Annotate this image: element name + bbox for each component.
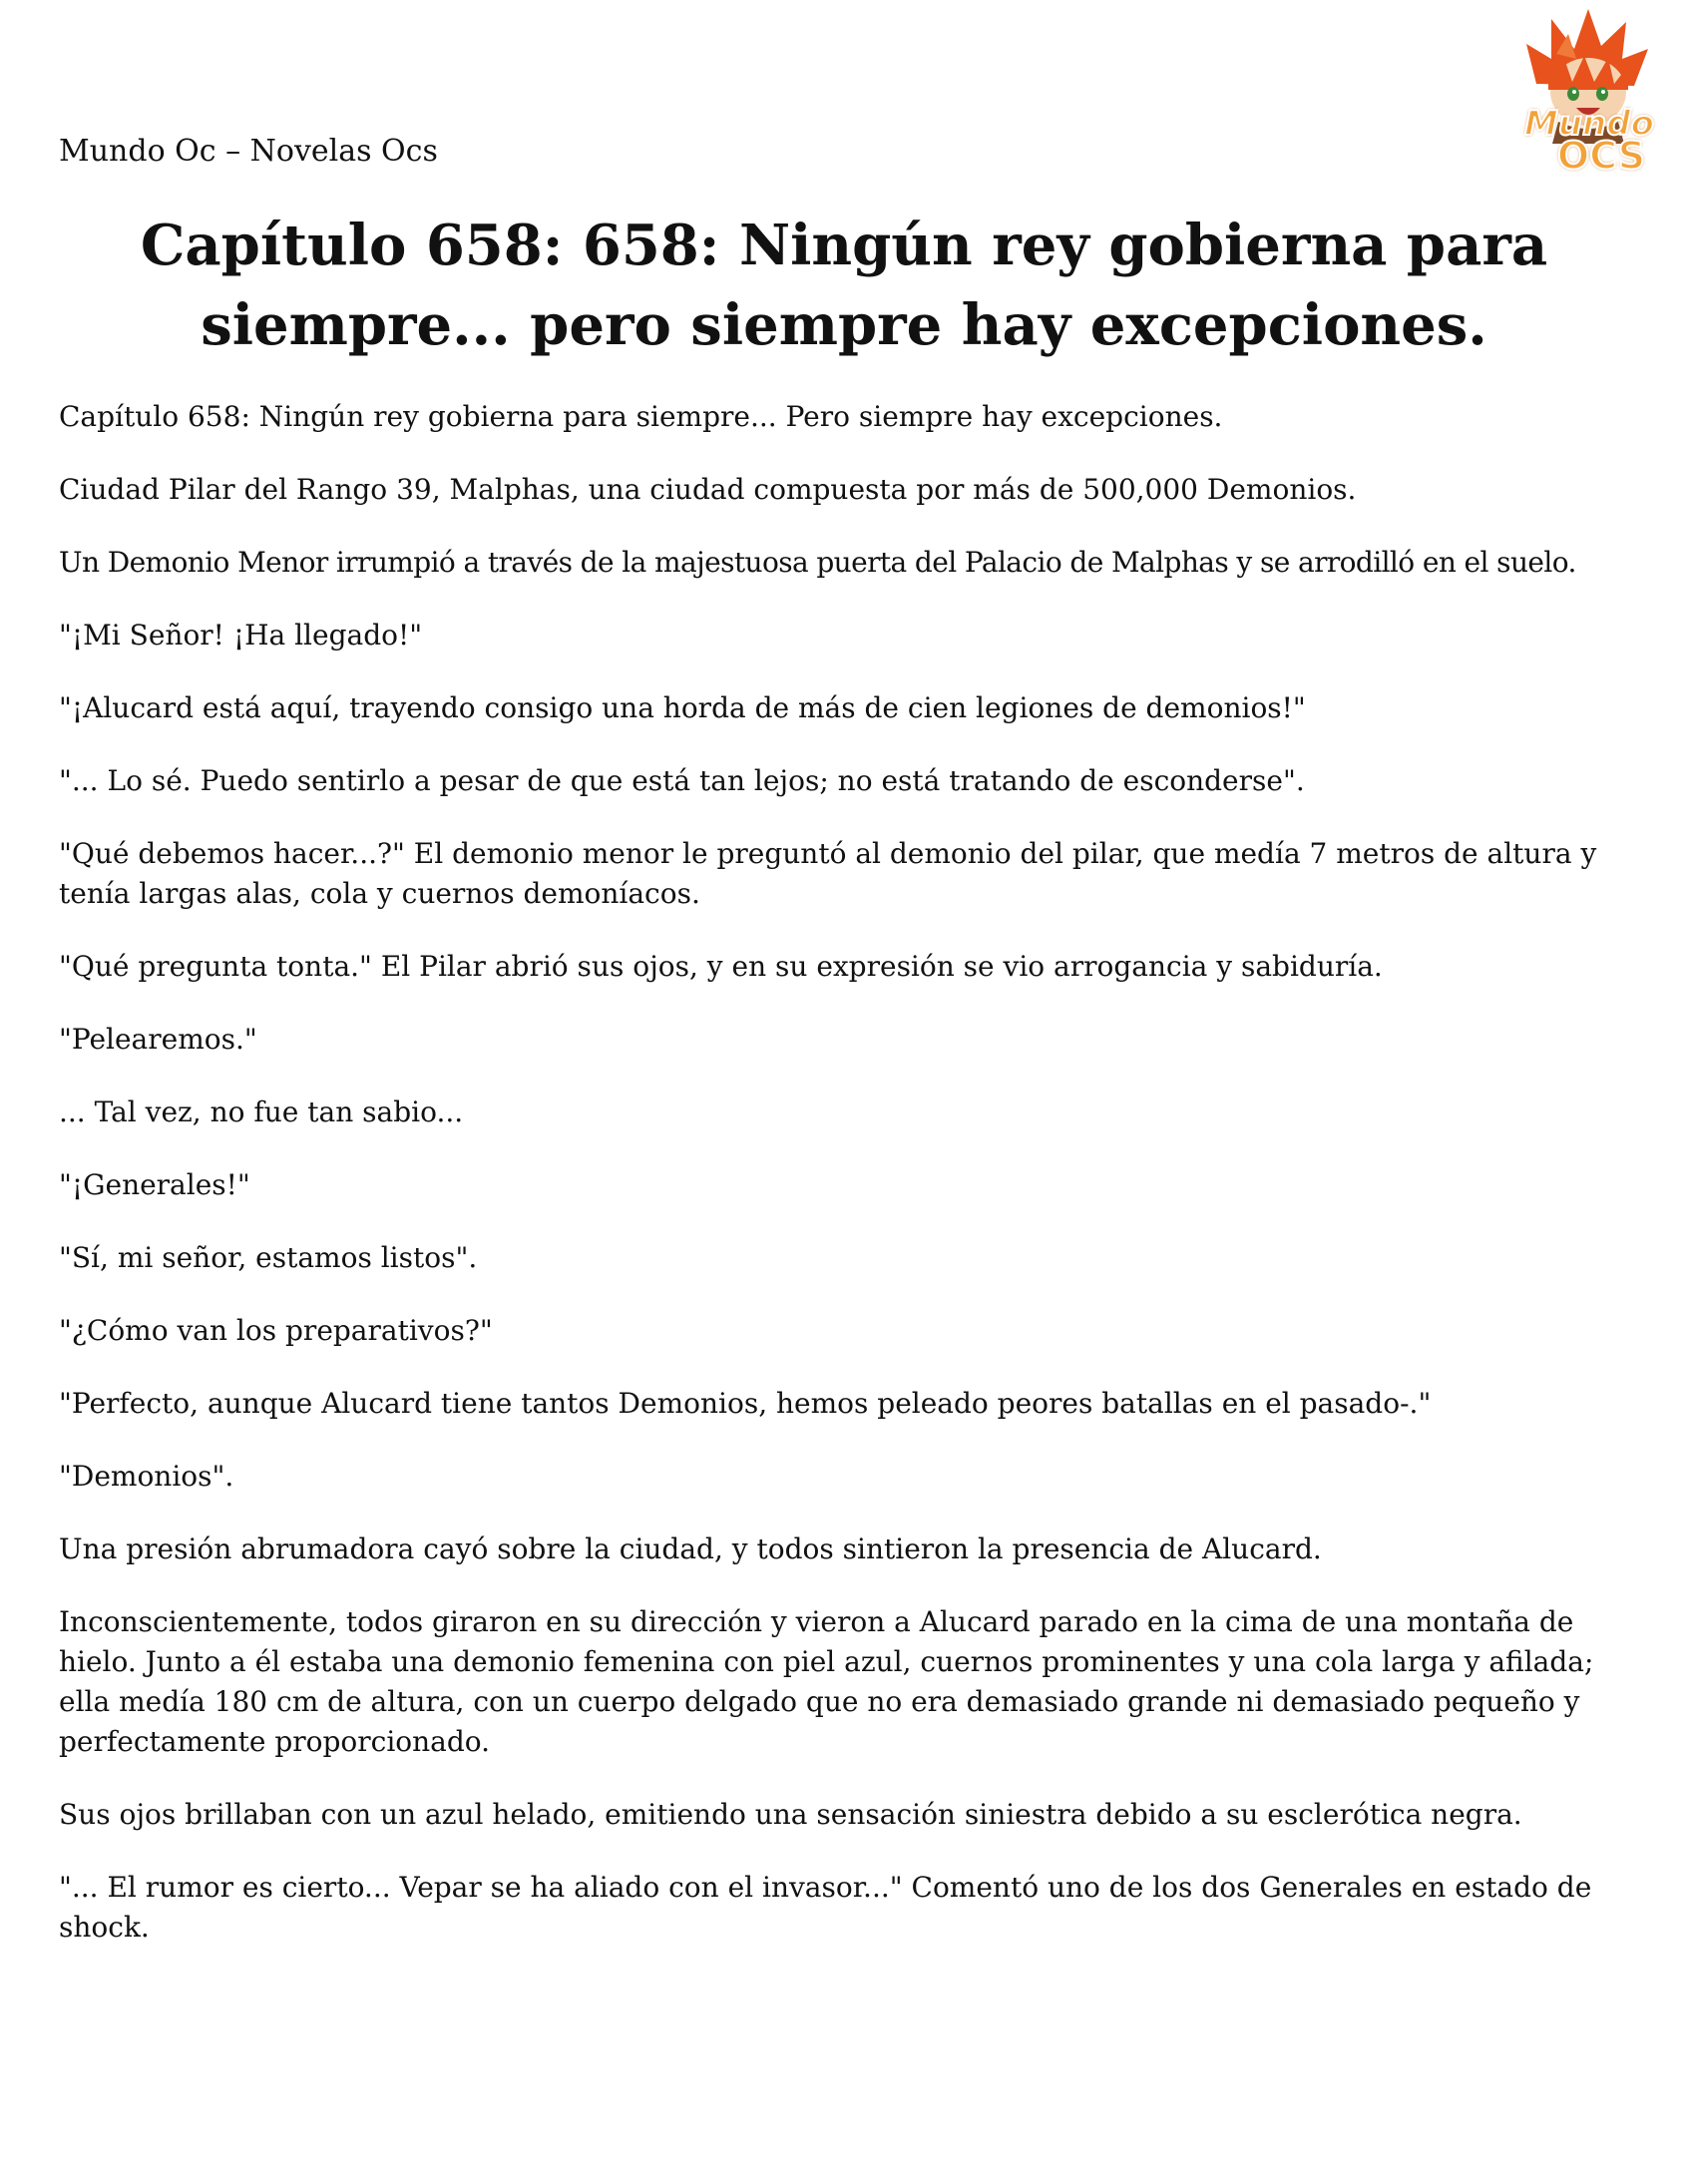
paragraph: "... Lo sé. Puedo sentirlo a pesar de que está tan lejos; no está tratando de esconderse".	[59, 764, 1305, 797]
paragraph: "Qué pregunta tonta." El Pilar abrió sus ojos, y en su expresión se vio arrogancia y sabiduría.	[59, 950, 1383, 983]
paragraph: Ciudad Pilar del Rango 39, Malphas, una ciudad compuesta por más de 500,000 Demonios.	[59, 473, 1357, 506]
paragraph: "Sí, mi señor, estamos listos".	[59, 1241, 478, 1274]
paragraph: Una presión abrumadora cayó sobre la ciudad, y todos sintieron la presencia de Alucard.	[59, 1532, 1322, 1565]
logo-text-ocs: OCS	[1556, 134, 1646, 178]
paragraph: "¿Cómo van los preparativos?"	[59, 1314, 493, 1347]
chapter-body	[59, 397, 1645, 1980]
paragraph: "Pelearemos."	[59, 1023, 257, 1056]
chapter-title	[100, 206, 1588, 365]
paragraph: Inconscientemente, todos giraron en su dirección y vieron a Alucard parado en la cima de una montaña de hielo. Junto a él estaba una demonio femenina con piel azul, cuernos prominentes y una cola larga y afilada; ella medía 180 cm de altura, con un cuerpo delgado que no era demasiado grande ni demasiado pequeño y perfectamente proporcionado.	[59, 1605, 1594, 1758]
site-logo	[1496, 4, 1676, 182]
paragraph: ... Tal vez, no fue tan sabio...	[59, 1095, 464, 1128]
chapter-title-line-1: Capítulo 658: 658: Ningún rey gobierna para	[140, 213, 1548, 278]
paragraph: "¡Generales!"	[59, 1168, 250, 1201]
paragraph: "¡Alucard está aquí, trayendo consigo una horda de más de cien legiones de demonios!"	[59, 691, 1306, 724]
paragraph: "... El rumor es cierto... Vepar se ha aliado con el invasor..." Comentó uno de los dos Generales en estado de shock.	[59, 1871, 1592, 1944]
paragraph: "Perfecto, aunque Alucard tiene tantos Demonios, hemos peleado peores batallas en el pasado-."	[59, 1387, 1432, 1420]
paragraph: "¡Mi Señor! ¡Ha llegado!"	[59, 619, 423, 652]
paragraph: "Qué debemos hacer...?" El demonio menor le preguntó al demonio del pilar, que medía 7 metros de altura y tenía largas alas, cola y cuernos demoníacos.	[59, 837, 1597, 910]
chapter-title-line-2: siempre... pero siempre hay excepciones.	[201, 292, 1487, 358]
logo-text-mundo: Mundo	[1524, 104, 1654, 144]
paragraph: Capítulo 658: Ningún rey gobierna para siempre... Pero siempre hay excepciones.	[59, 400, 1223, 433]
paragraph: Sus ojos brillaban con un azul helado, emitiendo una sensación siniestra debido a su esclerótica negra.	[59, 1798, 1522, 1831]
paragraph: Un Demonio Menor irrumpió a través de la majestuosa puerta del Palacio de Malphas y se arrodilló en el suelo.	[59, 546, 1576, 579]
paragraph: "Demonios".	[59, 1460, 234, 1493]
site-name: Mundo Oc – Novelas Ocs	[59, 134, 438, 169]
